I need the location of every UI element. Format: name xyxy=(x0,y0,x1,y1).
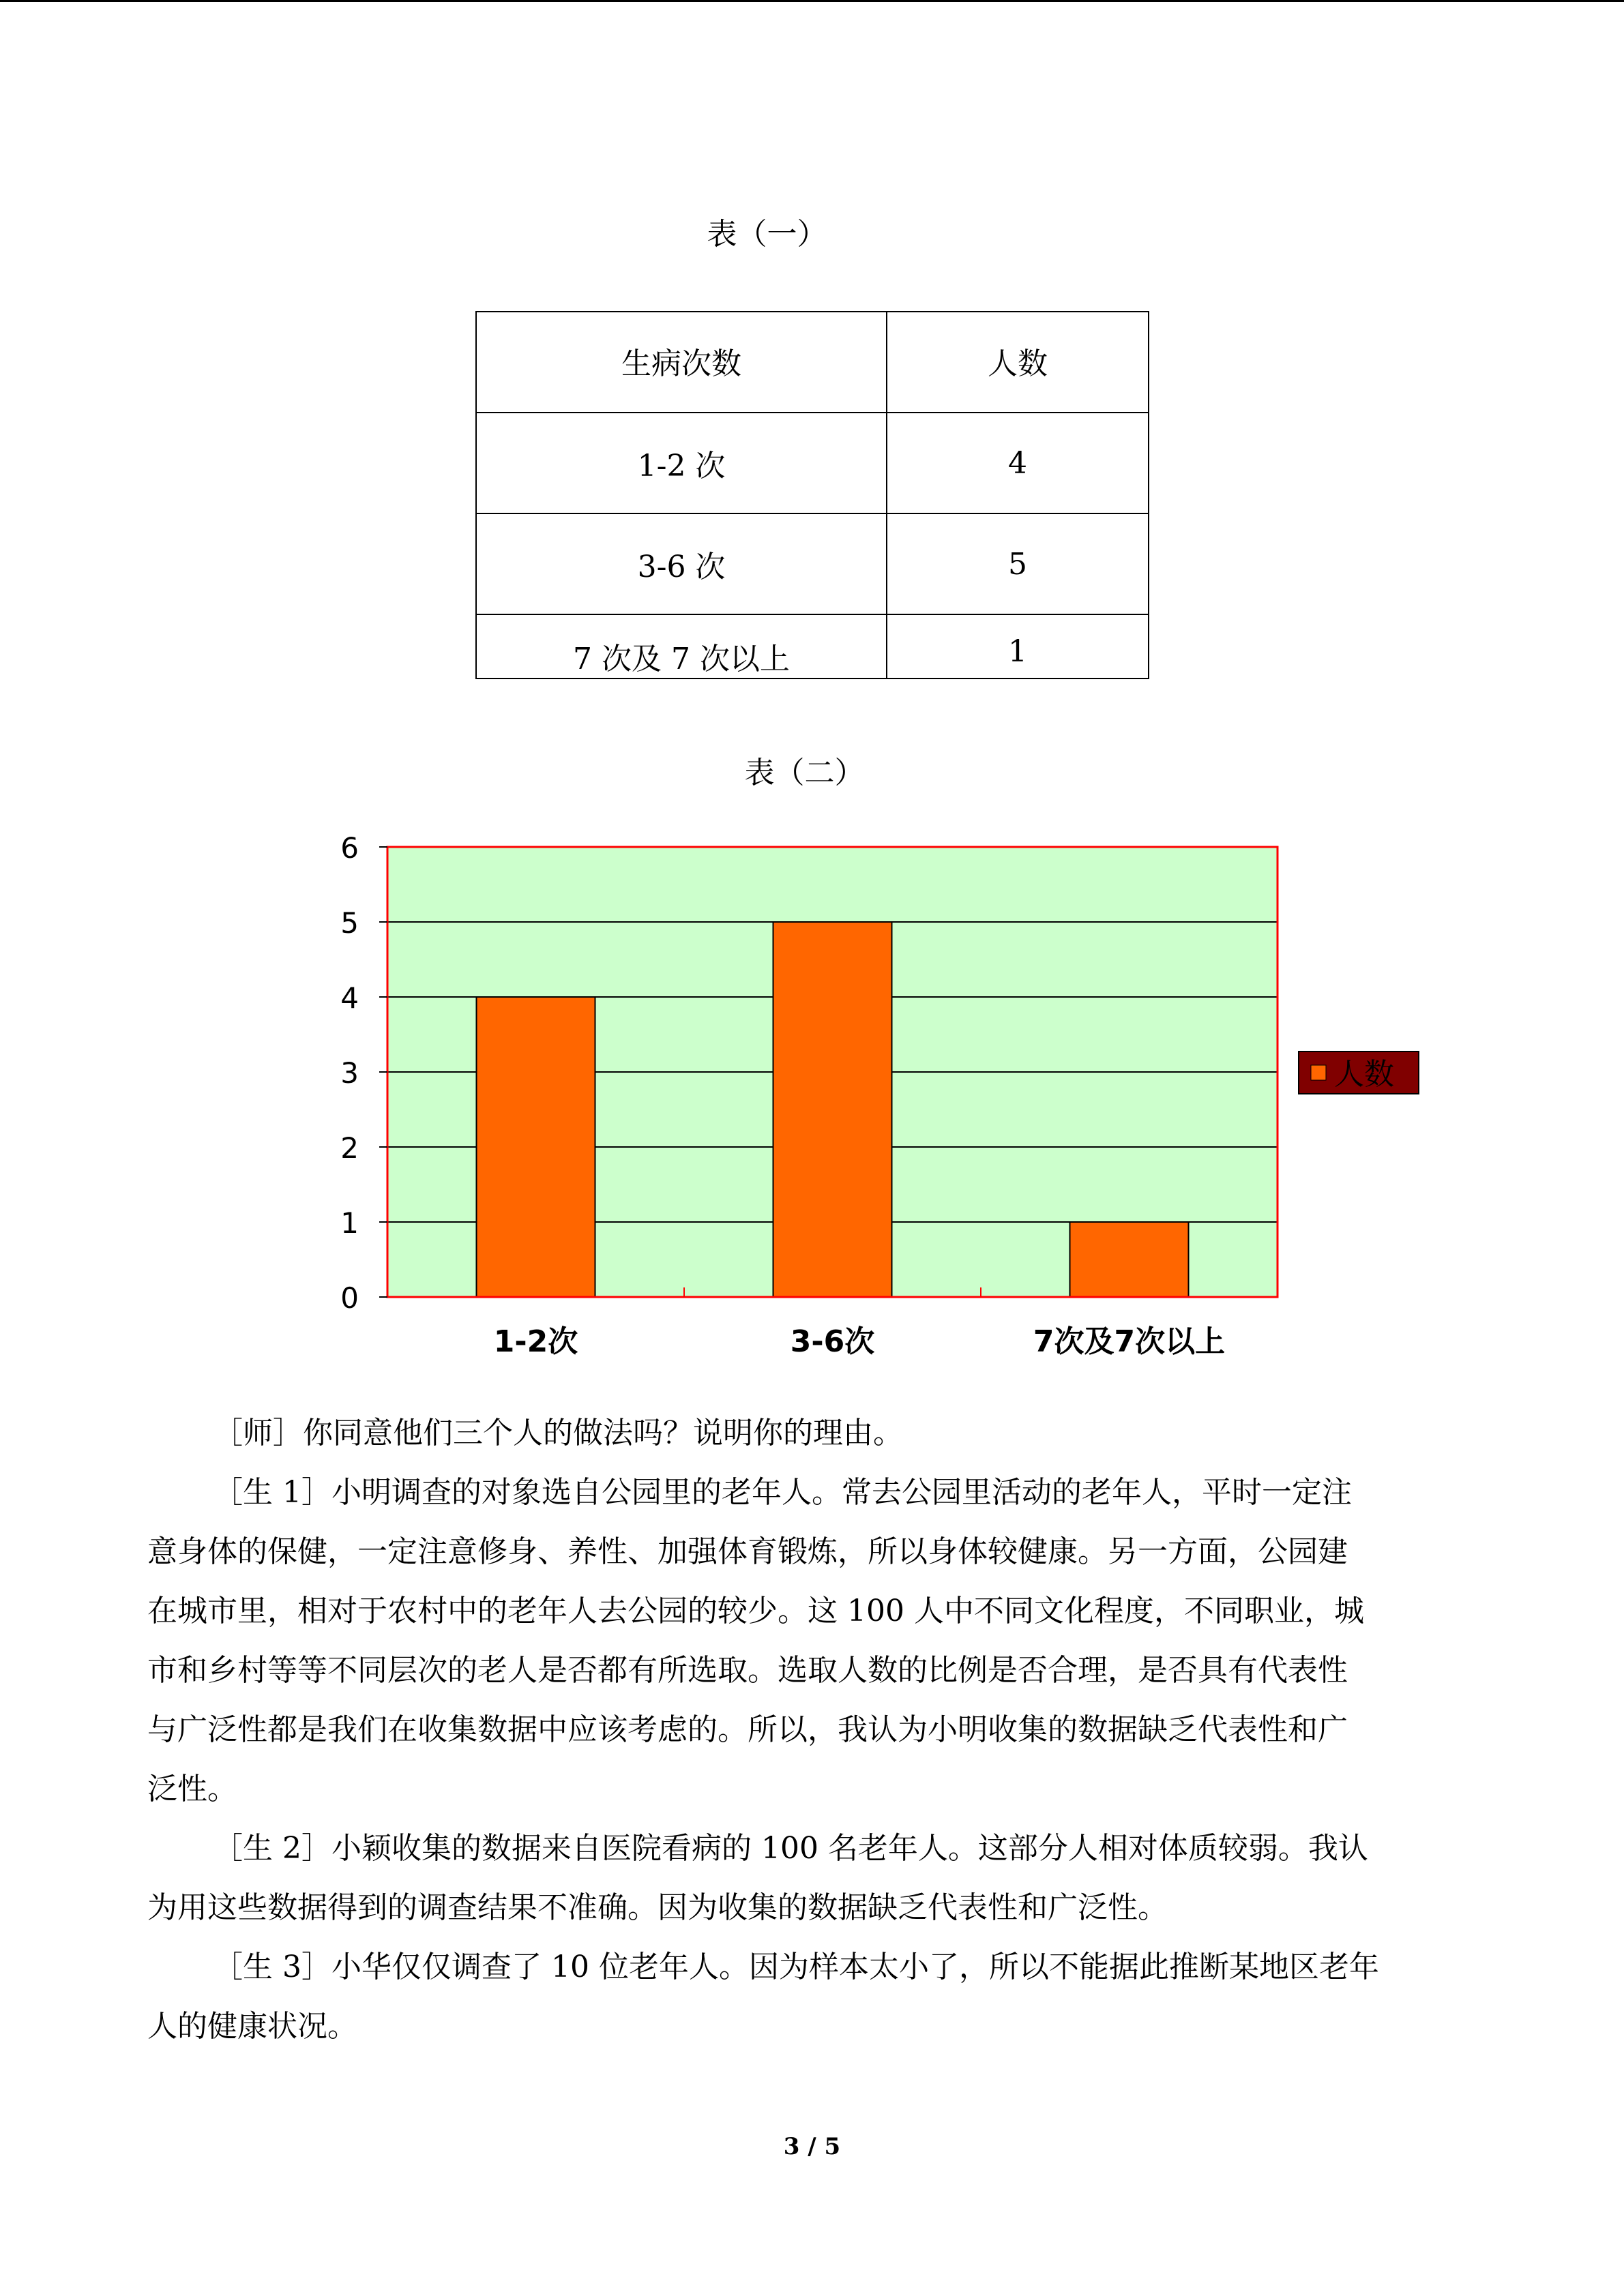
x-tick-label: 1-2次 xyxy=(493,1324,578,1359)
text-line: 与广泛性都是我们在收集数据中应该考虑的。所以，我认为小明收集的数据缺乏代表性和广 xyxy=(147,1712,1348,1747)
legend-label: 人数 xyxy=(1334,1057,1394,1092)
text-line: 为用这些数据得到的调查结果不准确。因为收集的数据缺乏代表性和广泛性。 xyxy=(147,1890,1168,1925)
page-number: 3 / 5 xyxy=(783,2133,841,2160)
text-line: 泛性。 xyxy=(147,1772,237,1806)
table-cell: 3-6 次 xyxy=(476,513,887,614)
text-line: 意身体的保健，一定注意修身、养性、加强体育锻炼，所以身体较健康。另一方面，公园建 xyxy=(147,1534,1348,1569)
table1-caption: 表（一） xyxy=(707,217,827,252)
bar xyxy=(1070,1222,1189,1297)
table2-caption: 表（二） xyxy=(744,756,865,790)
text-line: ［生 2］小颖收集的数据来自医院看病的 100 名老年人。这部分人相对体质较弱。我认 xyxy=(213,1831,1368,1866)
table-cell: 1-2 次 xyxy=(476,413,887,513)
text-line: 在城市里，相对于农村中的老年人去公园的较少。这 100 人中不同文化程度，不同职业，城 xyxy=(147,1594,1364,1628)
y-tick-label: 4 xyxy=(340,981,359,1015)
text-line: ［生 3］小华仅仅调查了 10 位老年人。因为样本太小了，所以不能据此推断某地区老年 xyxy=(213,1950,1379,1984)
y-tick-label: 5 xyxy=(340,906,359,940)
y-tick-label: 2 xyxy=(340,1131,359,1165)
discussion-text xyxy=(147,1403,1464,2056)
header-cell-people: 人数 xyxy=(887,312,1149,413)
text-line: 人的健康状况。 xyxy=(147,2009,357,2044)
text-line: 市和乡村等等不同层次的老人是否都有所选取。选取人数的比例是否合理，是否具有代表性 xyxy=(147,1653,1348,1688)
legend-swatch xyxy=(1311,1065,1326,1080)
table-cell: 4 xyxy=(887,413,1149,513)
text-line: ［师］你同意他们三个人的做法吗？说明你的理由。 xyxy=(213,1416,903,1450)
x-tick-label: 7次及7次以上 xyxy=(1033,1324,1226,1359)
y-tick-label: 3 xyxy=(340,1056,359,1090)
y-tick-label: 6 xyxy=(340,831,359,865)
table-cell: 1 xyxy=(887,614,1149,679)
y-tick-label: 0 xyxy=(340,1281,359,1315)
table-cell: 5 xyxy=(887,513,1149,614)
text-line: ［生 1］小明调查的对象选自公园里的老年人。常去公园里活动的老年人，平时一定注 xyxy=(213,1475,1352,1510)
x-tick-label: 3-6次 xyxy=(790,1324,875,1359)
bar xyxy=(773,922,892,1297)
y-tick-label: 1 xyxy=(340,1206,359,1240)
header-cell-times: 生病次数 xyxy=(476,312,887,413)
bar xyxy=(477,997,595,1297)
table-cell: 7 次及 7 次以上 xyxy=(476,614,887,679)
